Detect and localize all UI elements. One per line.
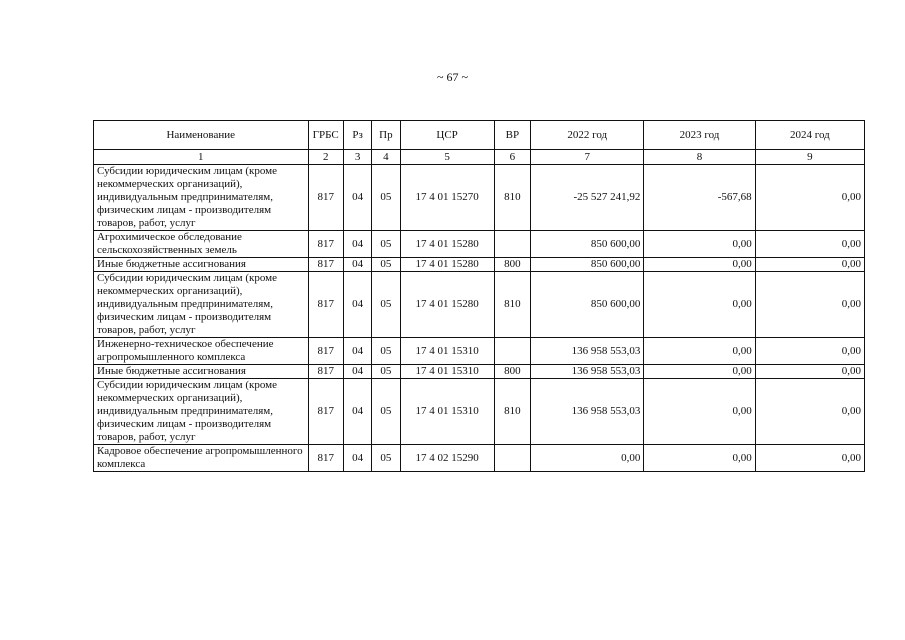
row-rz: 04 bbox=[343, 231, 371, 258]
row-vr: 810 bbox=[494, 165, 530, 231]
column-number: 5 bbox=[400, 150, 494, 165]
row-rz: 04 bbox=[343, 258, 371, 272]
row-2024: 0,00 bbox=[755, 258, 864, 272]
row-csr: 17 4 01 15280 bbox=[400, 272, 494, 338]
column-number: 2 bbox=[308, 150, 343, 165]
column-number: 8 bbox=[644, 150, 755, 165]
row-csr: 17 4 01 15280 bbox=[400, 231, 494, 258]
row-vr bbox=[494, 338, 530, 365]
row-name: Субсидии юридическим лицам (кроме некоммерческих организаций), индивидуальным предпринимателям, физическим лицам - производителям товаров, работ, услуг bbox=[94, 165, 309, 231]
row-csr: 17 4 01 15310 bbox=[400, 338, 494, 365]
row-2022: 850 600,00 bbox=[531, 231, 644, 258]
row-2023: -567,68 bbox=[644, 165, 755, 231]
row-2023: 0,00 bbox=[644, 231, 755, 258]
row-2022: 136 958 553,03 bbox=[531, 379, 644, 445]
row-2023: 0,00 bbox=[644, 445, 755, 472]
row-grbs: 817 bbox=[308, 338, 343, 365]
column-number-row bbox=[94, 150, 865, 165]
row-rz: 04 bbox=[343, 272, 371, 338]
page-number: ~ 67 ~ bbox=[437, 70, 468, 84]
row-grbs: 817 bbox=[308, 258, 343, 272]
column-number: 9 bbox=[755, 150, 864, 165]
row-2022: 0,00 bbox=[531, 445, 644, 472]
row-2024: 0,00 bbox=[755, 365, 864, 379]
row-pr: 05 bbox=[372, 272, 400, 338]
column-number: 3 bbox=[343, 150, 371, 165]
row-grbs: 817 bbox=[308, 365, 343, 379]
column-number: 4 bbox=[372, 150, 400, 165]
row-vr: 800 bbox=[494, 365, 530, 379]
row-2024: 0,00 bbox=[755, 272, 864, 338]
row-pr: 05 bbox=[372, 445, 400, 472]
row-pr: 05 bbox=[372, 231, 400, 258]
header-name: Наименование bbox=[94, 121, 309, 150]
row-vr: 810 bbox=[494, 379, 530, 445]
row-2023: 0,00 bbox=[644, 379, 755, 445]
row-vr bbox=[494, 231, 530, 258]
column-number: 7 bbox=[531, 150, 644, 165]
row-2024: 0,00 bbox=[755, 338, 864, 365]
row-grbs: 817 bbox=[308, 379, 343, 445]
row-2022: -25 527 241,92 bbox=[531, 165, 644, 231]
column-number: 6 bbox=[494, 150, 530, 165]
table-row bbox=[94, 231, 865, 258]
row-grbs: 817 bbox=[308, 445, 343, 472]
row-rz: 04 bbox=[343, 165, 371, 231]
header-grbs: ГРБС bbox=[308, 121, 343, 150]
row-grbs: 817 bbox=[308, 272, 343, 338]
header-vr: ВР bbox=[494, 121, 530, 150]
row-vr: 800 bbox=[494, 258, 530, 272]
row-name: Кадровое обеспечение агропромышленного комплекса bbox=[94, 445, 309, 472]
header-rz: Рз bbox=[343, 121, 371, 150]
row-vr bbox=[494, 445, 530, 472]
table-row bbox=[94, 272, 865, 338]
row-grbs: 817 bbox=[308, 165, 343, 231]
header-pr: Пр bbox=[372, 121, 400, 150]
row-pr: 05 bbox=[372, 379, 400, 445]
row-pr: 05 bbox=[372, 338, 400, 365]
table-row bbox=[94, 445, 865, 472]
header-2024: 2024 год bbox=[755, 121, 864, 150]
row-rz: 04 bbox=[343, 445, 371, 472]
row-2023: 0,00 bbox=[644, 338, 755, 365]
header-2023: 2023 год bbox=[644, 121, 755, 150]
row-csr: 17 4 01 15270 bbox=[400, 165, 494, 231]
row-2022: 136 958 553,03 bbox=[531, 365, 644, 379]
header-csr: ЦСР bbox=[400, 121, 494, 150]
row-grbs: 817 bbox=[308, 231, 343, 258]
header-row bbox=[94, 121, 865, 150]
row-csr: 17 4 02 15290 bbox=[400, 445, 494, 472]
row-csr: 17 4 01 15280 bbox=[400, 258, 494, 272]
row-2023: 0,00 bbox=[644, 258, 755, 272]
row-rz: 04 bbox=[343, 365, 371, 379]
budget-table bbox=[93, 120, 865, 472]
row-name: Иные бюджетные ассигнования bbox=[94, 365, 309, 379]
row-2024: 0,00 bbox=[755, 165, 864, 231]
column-number: 1 bbox=[94, 150, 309, 165]
row-2022: 136 958 553,03 bbox=[531, 338, 644, 365]
row-2024: 0,00 bbox=[755, 379, 864, 445]
row-2022: 850 600,00 bbox=[531, 272, 644, 338]
row-rz: 04 bbox=[343, 379, 371, 445]
table-row bbox=[94, 365, 865, 379]
row-2023: 0,00 bbox=[644, 272, 755, 338]
row-name: Инженерно-техническое обеспечение агропромышленного комплекса bbox=[94, 338, 309, 365]
row-pr: 05 bbox=[372, 165, 400, 231]
table-row bbox=[94, 379, 865, 445]
row-name: Субсидии юридическим лицам (кроме некоммерческих организаций), индивидуальным предпринимателям, физическим лицам - производителям товаров, работ, услуг bbox=[94, 379, 309, 445]
row-2023: 0,00 bbox=[644, 365, 755, 379]
row-name: Субсидии юридическим лицам (кроме некоммерческих организаций), индивидуальным предпринимателям, физическим лицам - производителям товаров, работ, услуг bbox=[94, 272, 309, 338]
table-row bbox=[94, 165, 865, 231]
table-row bbox=[94, 258, 865, 272]
row-name: Агрохимическое обследование сельскохозяйственных земель bbox=[94, 231, 309, 258]
row-pr: 05 bbox=[372, 258, 400, 272]
row-vr: 810 bbox=[494, 272, 530, 338]
header-2022: 2022 год bbox=[531, 121, 644, 150]
row-2022: 850 600,00 bbox=[531, 258, 644, 272]
table-row bbox=[94, 338, 865, 365]
row-2024: 0,00 bbox=[755, 445, 864, 472]
row-rz: 04 bbox=[343, 338, 371, 365]
row-pr: 05 bbox=[372, 365, 400, 379]
row-2024: 0,00 bbox=[755, 231, 864, 258]
row-csr: 17 4 01 15310 bbox=[400, 365, 494, 379]
row-csr: 17 4 01 15310 bbox=[400, 379, 494, 445]
row-name: Иные бюджетные ассигнования bbox=[94, 258, 309, 272]
